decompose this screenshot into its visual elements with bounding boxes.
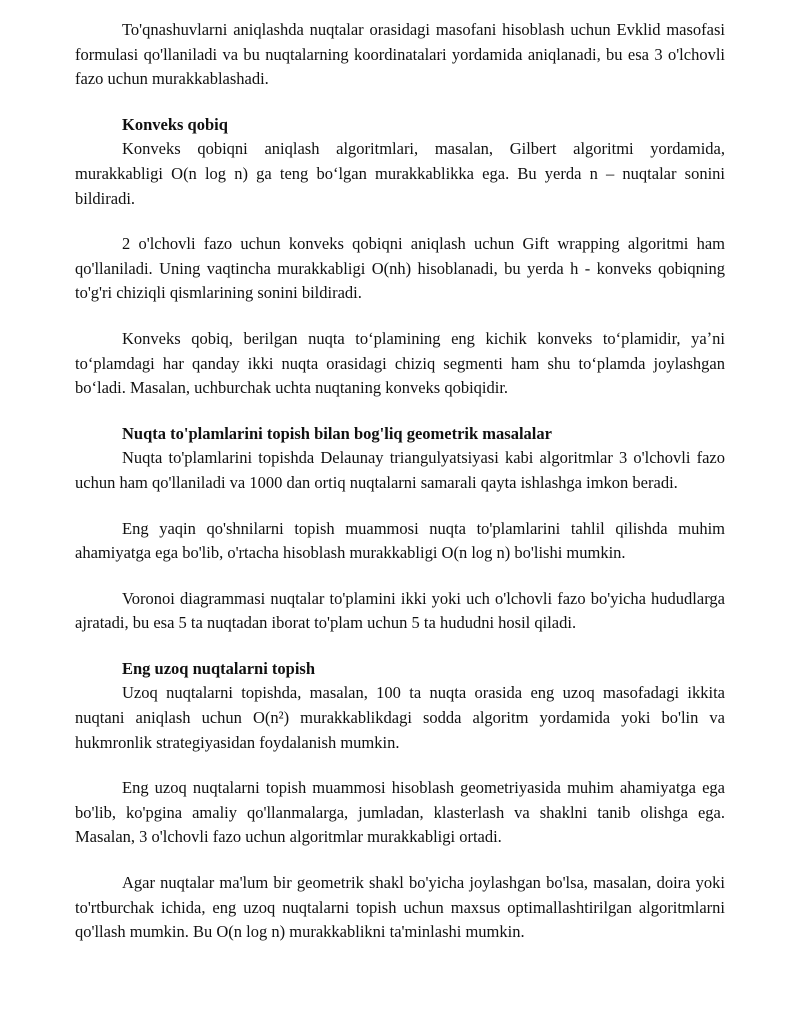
spacer	[75, 92, 725, 113]
heading-convex-hull: Konveks qobiq	[122, 114, 228, 134]
paragraph-convex-hull-algorithms: Konveks qobiqni aniqlash algoritmlari, masalan, Gilbert algoritmi yordamida, murakkabligi O(n log n) ga teng boʻlgan murakkablikka ega. Bu yerda n – nuqtalar sonini bildiradi.	[75, 139, 725, 208]
spacer	[75, 850, 725, 871]
document-page	[75, 18, 725, 945]
paragraph-gift-wrapping: 2 o'lchovli fazo uchun konveks qobiqni aniqlash uchun Gift wrapping algoritmi ham qo'llaniladi. Uning vaqtincha murakkabligi O(nh) hisoblanadi, bu yerda h - konveks qobiqning to'g'ri chiziqli qismlarining sonini bildiradi.	[75, 234, 725, 303]
paragraph-convex-hull-definition: Konveks qobiq, berilgan nuqta toʻplamining eng kichik konveks toʻplamidir, yaʼni toʻplamdagi har qanday ikki nuqta orasidagi chiziq segmenti ham shu toʻplamda joylashgan boʻladi. Masalan, uchburchak uchta nuqtaning konveks qobiqidir.	[75, 328, 725, 398]
paragraph-delaunay: Nuqta to'plamlarini topishda Delaunay triangulyatsiyasi kabi algoritmlar 3 o'lchovli fazo uchun ham qo'llaniladi va 1000 dan ortiq nuqtalarni samarali qayta ishlashga imkon beradi.	[75, 448, 725, 492]
paragraph-nearest-neighbors: Eng yaqin qo'shnilarni topish muammosi nuqta to'plamlarini tahlil qilishda muhim ahamiyatga ega bo'lib, o'rtacha hisoblash murakkabligi O(n log n) bo'lishi mumkin.	[75, 518, 725, 563]
heading-point-set-problems: Nuqta to'plamlarini topish bilan bog'liq geometrik masalalar	[122, 423, 552, 443]
paragraph-farthest-points-optimized: Agar nuqtalar ma'lum bir geometrik shakl bo'yicha joylashgan bo'lsa, masalan, doira yoki to'rtburchak ichida, eng uzoq nuqtalarni topish uchun maxsus optimallashtirilgan algoritmlarni qo'llash mumkin. Bu O(n log n) murakkablikni ta'minlashi mumkin.	[75, 873, 725, 942]
paragraph-farthest-points-naive: Uzoq nuqtalarni topishda, masalan, 100 ta nuqta orasida eng uzoq masofadagi ikkita nuqtani aniqlash uchun O(n²) murakkablikdagi sodda algoritm yordamida yoki bo'lin va hukmronlik strategiyasidan foydalanish mumkin.	[75, 683, 725, 752]
spacer	[75, 755, 725, 776]
paragraph-farthest-points-importance: Eng uzoq nuqtalarni topish muammosi hisoblash geometriyasida muhim ahamiyatga ega bo'lib, ko'pgina amaliy qo'llanmalarga, jumladan, klasterlash va shaklni tanib olishga ega. Masalan, 3 o'lchovli fazo uchun algoritmlar murakkabligi ortadi.	[75, 778, 725, 847]
spacer	[75, 496, 725, 517]
spacer	[75, 306, 725, 327]
spacer	[75, 211, 725, 232]
heading-farthest-points: Eng uzoq nuqtalarni topish	[122, 658, 316, 678]
spacer	[75, 566, 725, 587]
paragraph-collision-detection: To'qnashuvlarni aniqlashda nuqtalar orasidagi masofani hisoblash uchun Evklid masofasi formulasi qo'llaniladi va bu nuqtalarning koordinatalari yordamida aniqlanadi, bu esa 3 o'lchovli fazo uchun murakkablashadi.	[75, 20, 725, 89]
spacer	[75, 636, 725, 657]
spacer	[75, 401, 725, 422]
paragraph-voronoi: Voronoi diagrammasi nuqtalar to'plamini ikki yoki uch o'lchovli fazo bo'yicha hududlarga ajratadi, bu esa 5 ta nuqtadan iborat to'plam uchun 5 ta hududni hosil qiladi.	[75, 588, 725, 633]
